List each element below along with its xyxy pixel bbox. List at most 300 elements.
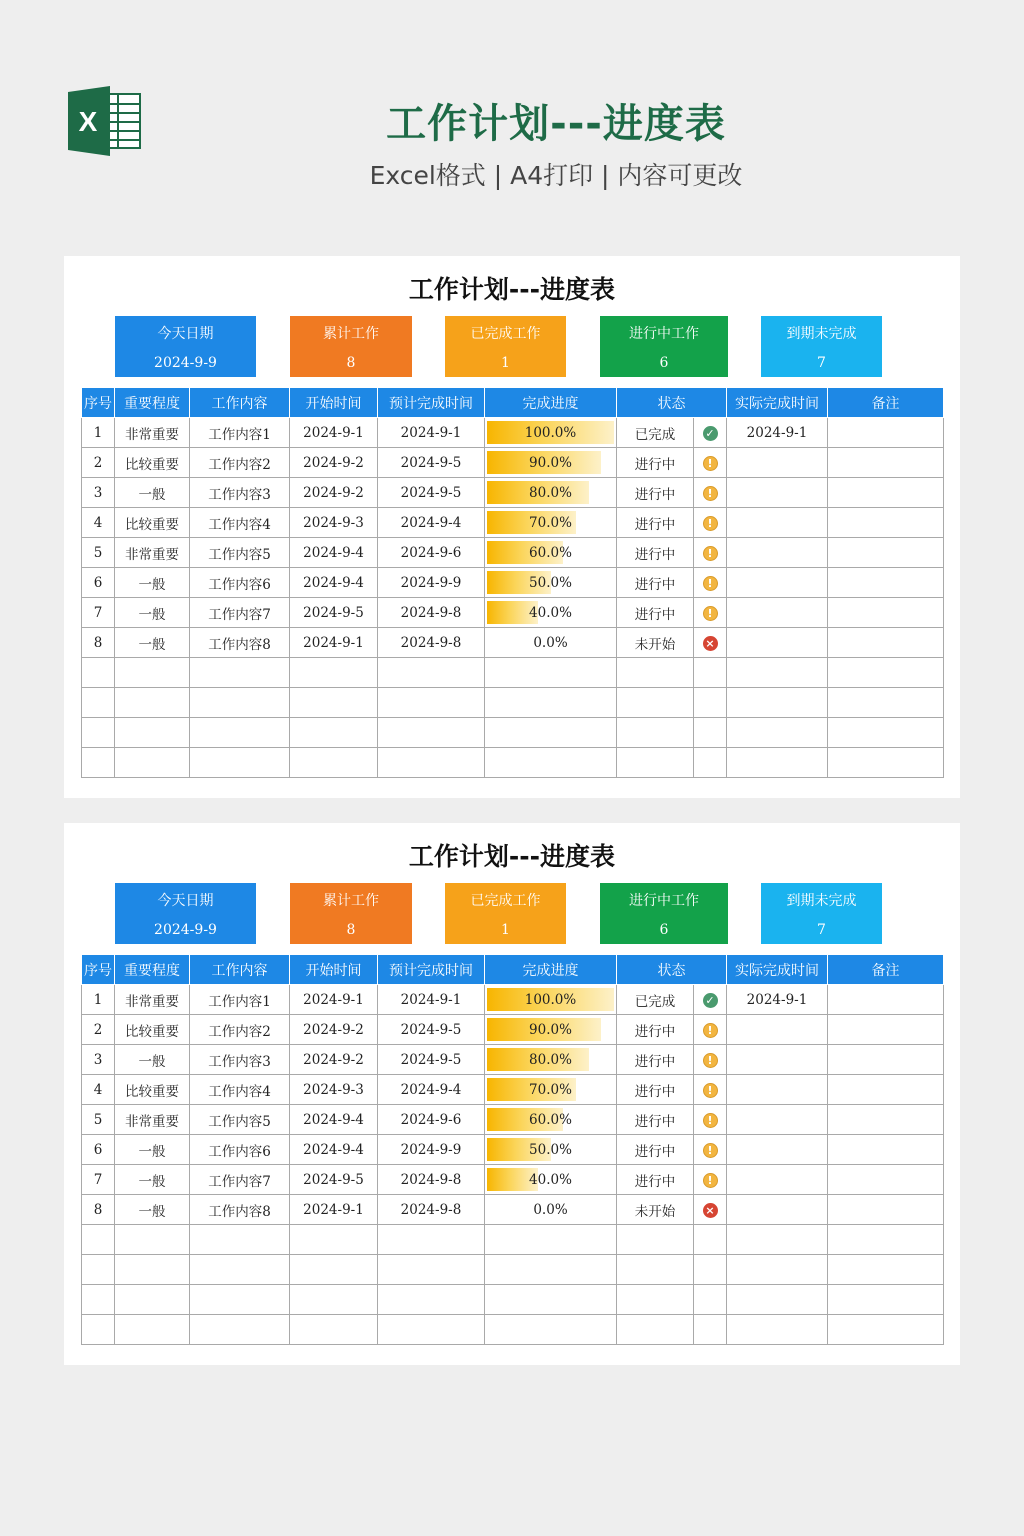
cell-progress (485, 538, 617, 568)
table-row (82, 1195, 944, 1225)
cell-progress (485, 448, 617, 478)
x-circle-icon: × (703, 1203, 718, 1218)
svg-text:X: X (78, 106, 98, 137)
cell-importance: 一般 (115, 1165, 190, 1195)
cell-no: 8 (82, 1195, 115, 1225)
card-label: 已完成工作 (470, 326, 541, 342)
empty-cell (727, 1255, 828, 1285)
cell-note (828, 418, 944, 448)
cell-status-icon (694, 538, 727, 568)
empty-cell (82, 1315, 115, 1345)
empty-cell (190, 688, 290, 718)
col-header-actual: 实际完成时间 (727, 388, 828, 418)
empty-cell (82, 1255, 115, 1285)
cell-start: 2024-9-5 (290, 1165, 378, 1195)
empty-cell (290, 1255, 378, 1285)
col-header-content: 工作内容 (190, 388, 290, 418)
exclamation-circle-icon: ! (703, 1113, 718, 1128)
table-row (82, 448, 944, 478)
cell-importance: 非常重要 (115, 1105, 190, 1135)
progress-text: 0.0% (533, 1201, 568, 1218)
empty-cell (115, 1225, 190, 1255)
table-row (82, 598, 944, 628)
progress-text: 80.0% (529, 1051, 572, 1068)
cell-actual (727, 598, 828, 628)
empty-cell (378, 1225, 485, 1255)
table-row (82, 508, 944, 538)
cell-importance: 一般 (115, 568, 190, 598)
cell-actual (727, 1045, 828, 1075)
exclamation-circle-icon: ! (703, 1143, 718, 1158)
cell-progress (485, 1075, 617, 1105)
empty-cell (694, 1315, 727, 1345)
empty-cell (617, 1315, 694, 1345)
cell-progress (485, 568, 617, 598)
cell-status-icon (694, 1075, 727, 1105)
cell-note (828, 538, 944, 568)
empty-cell (190, 1315, 290, 1345)
empty-cell (617, 718, 694, 748)
card-label: 已完成工作 (470, 893, 541, 909)
empty-cell (617, 1285, 694, 1315)
empty-cell (290, 718, 378, 748)
progress-table (81, 387, 944, 778)
empty-cell (378, 1285, 485, 1315)
exclamation-circle-icon: ! (703, 1023, 718, 1038)
cell-content: 工作内容3 (190, 1045, 290, 1075)
table-row-empty (82, 718, 944, 748)
empty-cell (727, 688, 828, 718)
empty-cell (190, 658, 290, 688)
card-value: 1 (501, 355, 510, 371)
card-value: 8 (346, 922, 356, 938)
cell-content: 工作内容2 (190, 448, 290, 478)
cell-no: 6 (82, 1135, 115, 1165)
cell-due: 2024-9-6 (378, 538, 485, 568)
card-overdue-work (761, 883, 882, 944)
cell-actual (727, 628, 828, 658)
col-header-status: 状态 (617, 388, 727, 418)
cell-progress (485, 508, 617, 538)
cell-start: 2024-9-2 (290, 1045, 378, 1075)
empty-cell (190, 1285, 290, 1315)
cell-start: 2024-9-4 (290, 568, 378, 598)
cell-content: 工作内容5 (190, 1105, 290, 1135)
col-header-importance: 重要程度 (115, 388, 190, 418)
empty-cell (378, 718, 485, 748)
card-value: 2024-9-9 (154, 355, 217, 371)
table-row (82, 985, 944, 1015)
check-circle-icon: ✓ (703, 426, 718, 441)
empty-cell (694, 748, 727, 778)
cell-content: 工作内容6 (190, 568, 290, 598)
cell-status-icon (694, 478, 727, 508)
cell-start: 2024-9-2 (290, 1015, 378, 1045)
cell-due: 2024-9-6 (378, 1105, 485, 1135)
cell-status-icon (694, 1195, 727, 1225)
card-value: 6 (659, 355, 669, 371)
empty-cell (82, 1285, 115, 1315)
cell-note (828, 1105, 944, 1135)
cell-status-icon (694, 1105, 727, 1135)
progress-text: 40.0% (529, 1171, 572, 1188)
cell-note (828, 628, 944, 658)
empty-cell (828, 688, 944, 718)
cell-no: 8 (82, 628, 115, 658)
empty-cell (828, 718, 944, 748)
cell-start: 2024-9-3 (290, 1075, 378, 1105)
cell-due: 2024-9-9 (378, 1135, 485, 1165)
cell-no: 7 (82, 598, 115, 628)
card-in-progress-work (600, 883, 728, 944)
sheet-panel (64, 823, 960, 1365)
exclamation-circle-icon: ! (703, 606, 718, 621)
col-header-note: 备注 (828, 388, 944, 418)
cell-status: 进行中 (617, 1105, 694, 1135)
empty-cell (82, 1225, 115, 1255)
col-header-actual: 实际完成时间 (727, 955, 828, 985)
card-label: 累计工作 (323, 326, 379, 342)
progress-text: 70.0% (529, 514, 572, 531)
cell-actual: 2024-9-1 (727, 418, 828, 448)
cell-importance: 比较重要 (115, 508, 190, 538)
cell-status: 进行中 (617, 508, 694, 538)
empty-cell (727, 658, 828, 688)
cell-status-icon (694, 1015, 727, 1045)
empty-cell (290, 1315, 378, 1345)
empty-cell (290, 658, 378, 688)
cell-status-icon (694, 985, 727, 1015)
table-header-row (82, 955, 944, 985)
cell-no: 4 (82, 1075, 115, 1105)
cell-start: 2024-9-2 (290, 478, 378, 508)
cell-start: 2024-9-2 (290, 448, 378, 478)
cell-status-icon (694, 568, 727, 598)
empty-cell (190, 718, 290, 748)
empty-cell (485, 1225, 617, 1255)
table-row (82, 1165, 944, 1195)
table-row-empty (82, 1315, 944, 1345)
empty-cell (290, 688, 378, 718)
cell-note (828, 568, 944, 598)
card-completed-work (445, 883, 566, 944)
cell-note (828, 598, 944, 628)
card-label: 到期未完成 (786, 326, 857, 342)
x-circle-icon: × (703, 636, 718, 651)
cell-content: 工作内容3 (190, 478, 290, 508)
empty-cell (378, 688, 485, 718)
cell-actual (727, 508, 828, 538)
cell-importance: 非常重要 (115, 418, 190, 448)
cell-progress (485, 628, 617, 658)
empty-cell (115, 658, 190, 688)
sheet-title: 工作计划---进度表 (408, 842, 616, 871)
cell-status-icon (694, 508, 727, 538)
empty-cell (694, 1285, 727, 1315)
table-row-empty (82, 688, 944, 718)
page-subtitle: Excel格式 | A4打印 | 内容可更改 (369, 161, 743, 190)
empty-cell (828, 1255, 944, 1285)
progress-text: 100.0% (524, 424, 577, 441)
cell-note (828, 478, 944, 508)
card-overdue-work (761, 316, 882, 377)
empty-cell (694, 1225, 727, 1255)
card-value: 8 (346, 355, 356, 371)
cell-note (828, 1135, 944, 1165)
empty-cell (290, 1225, 378, 1255)
empty-cell (617, 1225, 694, 1255)
col-header-start: 开始时间 (290, 955, 378, 985)
cell-content: 工作内容4 (190, 508, 290, 538)
progress-text: 100.0% (524, 991, 577, 1008)
card-completed-work (445, 316, 566, 377)
exclamation-circle-icon: ! (703, 576, 718, 591)
cell-importance: 比较重要 (115, 1015, 190, 1045)
card-in-progress-work (600, 316, 728, 377)
empty-cell (617, 748, 694, 778)
card-label: 进行中工作 (629, 326, 699, 342)
table-row-empty (82, 658, 944, 688)
empty-cell (190, 748, 290, 778)
cell-content: 工作内容7 (190, 1165, 290, 1195)
cell-note (828, 448, 944, 478)
cell-start: 2024-9-5 (290, 598, 378, 628)
card-value: 7 (817, 355, 826, 371)
cell-due: 2024-9-5 (378, 478, 485, 508)
progress-text: 0.0% (533, 634, 568, 651)
page-title: 工作计划---进度表 (386, 101, 726, 147)
col-header-note: 备注 (828, 955, 944, 985)
cell-status: 进行中 (617, 598, 694, 628)
col-header-status: 状态 (617, 955, 727, 985)
table-row (82, 1105, 944, 1135)
cell-no: 2 (82, 448, 115, 478)
cell-importance: 比较重要 (115, 1075, 190, 1105)
cell-note (828, 1015, 944, 1045)
empty-cell (82, 748, 115, 778)
empty-cell (82, 718, 115, 748)
cell-content: 工作内容5 (190, 538, 290, 568)
cell-start: 2024-9-1 (290, 1195, 378, 1225)
empty-cell (378, 748, 485, 778)
cell-importance: 一般 (115, 478, 190, 508)
card-value: 7 (817, 922, 826, 938)
empty-cell (694, 718, 727, 748)
progress-text: 70.0% (529, 1081, 572, 1098)
exclamation-circle-icon: ! (703, 486, 718, 501)
cell-actual (727, 568, 828, 598)
card-today-date (115, 883, 256, 944)
cell-note (828, 985, 944, 1015)
cell-status-icon (694, 1165, 727, 1195)
table-body (82, 985, 944, 1345)
cell-status-icon (694, 1045, 727, 1075)
empty-cell (485, 688, 617, 718)
progress-text: 90.0% (529, 454, 572, 471)
empty-cell (190, 1225, 290, 1255)
cell-due: 2024-9-8 (378, 1195, 485, 1225)
cell-importance: 一般 (115, 628, 190, 658)
empty-cell (82, 688, 115, 718)
cell-no: 4 (82, 508, 115, 538)
empty-cell (617, 688, 694, 718)
cell-content: 工作内容8 (190, 1195, 290, 1225)
cell-actual (727, 1135, 828, 1165)
cell-progress (485, 1015, 617, 1045)
cell-actual: 2024-9-1 (727, 985, 828, 1015)
col-header-progress: 完成进度 (485, 955, 617, 985)
empty-cell (485, 748, 617, 778)
empty-cell (617, 658, 694, 688)
table-row-empty (82, 1255, 944, 1285)
cell-content: 工作内容6 (190, 1135, 290, 1165)
table-row (82, 568, 944, 598)
cell-content: 工作内容1 (190, 418, 290, 448)
card-value: 2024-9-9 (154, 922, 217, 938)
cell-status: 已完成 (617, 985, 694, 1015)
col-header-due: 预计完成时间 (378, 955, 485, 985)
cell-status: 进行中 (617, 478, 694, 508)
cell-importance: 一般 (115, 1195, 190, 1225)
cell-actual (727, 1165, 828, 1195)
cell-importance: 非常重要 (115, 538, 190, 568)
table-row (82, 1135, 944, 1165)
cell-note (828, 1195, 944, 1225)
cell-start: 2024-9-4 (290, 1135, 378, 1165)
empty-cell (82, 658, 115, 688)
col-header-start: 开始时间 (290, 388, 378, 418)
empty-cell (290, 1285, 378, 1315)
cell-status-icon (694, 628, 727, 658)
cell-due: 2024-9-1 (378, 985, 485, 1015)
table-row (82, 1045, 944, 1075)
cell-due: 2024-9-5 (378, 448, 485, 478)
cell-progress (485, 418, 617, 448)
cell-progress (485, 1105, 617, 1135)
cell-status: 进行中 (617, 538, 694, 568)
card-label: 累计工作 (323, 893, 379, 909)
empty-cell (694, 688, 727, 718)
cell-note (828, 508, 944, 538)
empty-cell (694, 1255, 727, 1285)
cell-start: 2024-9-1 (290, 418, 378, 448)
cell-no: 1 (82, 985, 115, 1015)
cell-progress (485, 985, 617, 1015)
empty-cell (378, 1255, 485, 1285)
cell-no: 5 (82, 1105, 115, 1135)
exclamation-circle-icon: ! (703, 516, 718, 531)
col-header-content: 工作内容 (190, 955, 290, 985)
cell-due: 2024-9-5 (378, 1015, 485, 1045)
cell-status: 进行中 (617, 568, 694, 598)
card-label: 进行中工作 (629, 893, 699, 909)
empty-cell (828, 1285, 944, 1315)
table-row (82, 478, 944, 508)
empty-cell (115, 1255, 190, 1285)
cell-status: 进行中 (617, 1075, 694, 1105)
progress-text: 50.0% (529, 574, 572, 591)
empty-cell (727, 718, 828, 748)
exclamation-circle-icon: ! (703, 456, 718, 471)
empty-cell (485, 1285, 617, 1315)
cell-actual (727, 1195, 828, 1225)
cell-status: 未开始 (617, 1195, 694, 1225)
table-row (82, 538, 944, 568)
empty-cell (485, 718, 617, 748)
excel-logo-icon (66, 86, 142, 156)
cell-no: 7 (82, 1165, 115, 1195)
progress-text: 60.0% (529, 1111, 572, 1128)
empty-cell (485, 658, 617, 688)
cell-importance: 比较重要 (115, 448, 190, 478)
cell-due: 2024-9-4 (378, 508, 485, 538)
col-header-no: 序号 (82, 955, 115, 985)
sheet-panel (64, 256, 960, 798)
card-today-date (115, 316, 256, 377)
card-value: 1 (501, 922, 510, 938)
cell-status-icon (694, 448, 727, 478)
empty-cell (485, 1315, 617, 1345)
cell-status-icon (694, 1135, 727, 1165)
cell-actual (727, 1105, 828, 1135)
empty-cell (828, 658, 944, 688)
cell-status: 未开始 (617, 628, 694, 658)
progress-text: 40.0% (529, 604, 572, 621)
empty-cell (378, 658, 485, 688)
empty-cell (828, 1225, 944, 1255)
card-label: 今天日期 (157, 326, 214, 342)
sheet-title: 工作计划---进度表 (408, 275, 616, 304)
table-row (82, 628, 944, 658)
table-header-row (82, 388, 944, 418)
cell-start: 2024-9-1 (290, 628, 378, 658)
progress-text: 60.0% (529, 544, 572, 561)
cell-progress (485, 1135, 617, 1165)
exclamation-circle-icon: ! (703, 1053, 718, 1068)
progress-text: 80.0% (529, 484, 572, 501)
cell-due: 2024-9-4 (378, 1075, 485, 1105)
empty-cell (115, 1285, 190, 1315)
cell-due: 2024-9-8 (378, 598, 485, 628)
cell-importance: 非常重要 (115, 985, 190, 1015)
cell-content: 工作内容4 (190, 1075, 290, 1105)
table-row-empty (82, 1285, 944, 1315)
cell-start: 2024-9-1 (290, 985, 378, 1015)
empty-cell (727, 1225, 828, 1255)
exclamation-circle-icon: ! (703, 1173, 718, 1188)
empty-cell (115, 718, 190, 748)
exclamation-circle-icon: ! (703, 546, 718, 561)
cell-due: 2024-9-5 (378, 1045, 485, 1075)
table-row (82, 1015, 944, 1045)
empty-cell (727, 1315, 828, 1345)
cell-status: 进行中 (617, 1045, 694, 1075)
cell-no: 6 (82, 568, 115, 598)
card-total-work (290, 316, 412, 377)
page-header (0, 0, 1024, 230)
table-body (82, 418, 944, 778)
cell-progress (485, 478, 617, 508)
cell-due: 2024-9-1 (378, 418, 485, 448)
empty-cell (828, 1315, 944, 1345)
cell-status-icon (694, 418, 727, 448)
cell-progress (485, 1045, 617, 1075)
col-header-importance: 重要程度 (115, 955, 190, 985)
empty-cell (485, 1255, 617, 1285)
cell-status: 进行中 (617, 1165, 694, 1195)
cell-status: 进行中 (617, 1135, 694, 1165)
table-row (82, 1075, 944, 1105)
